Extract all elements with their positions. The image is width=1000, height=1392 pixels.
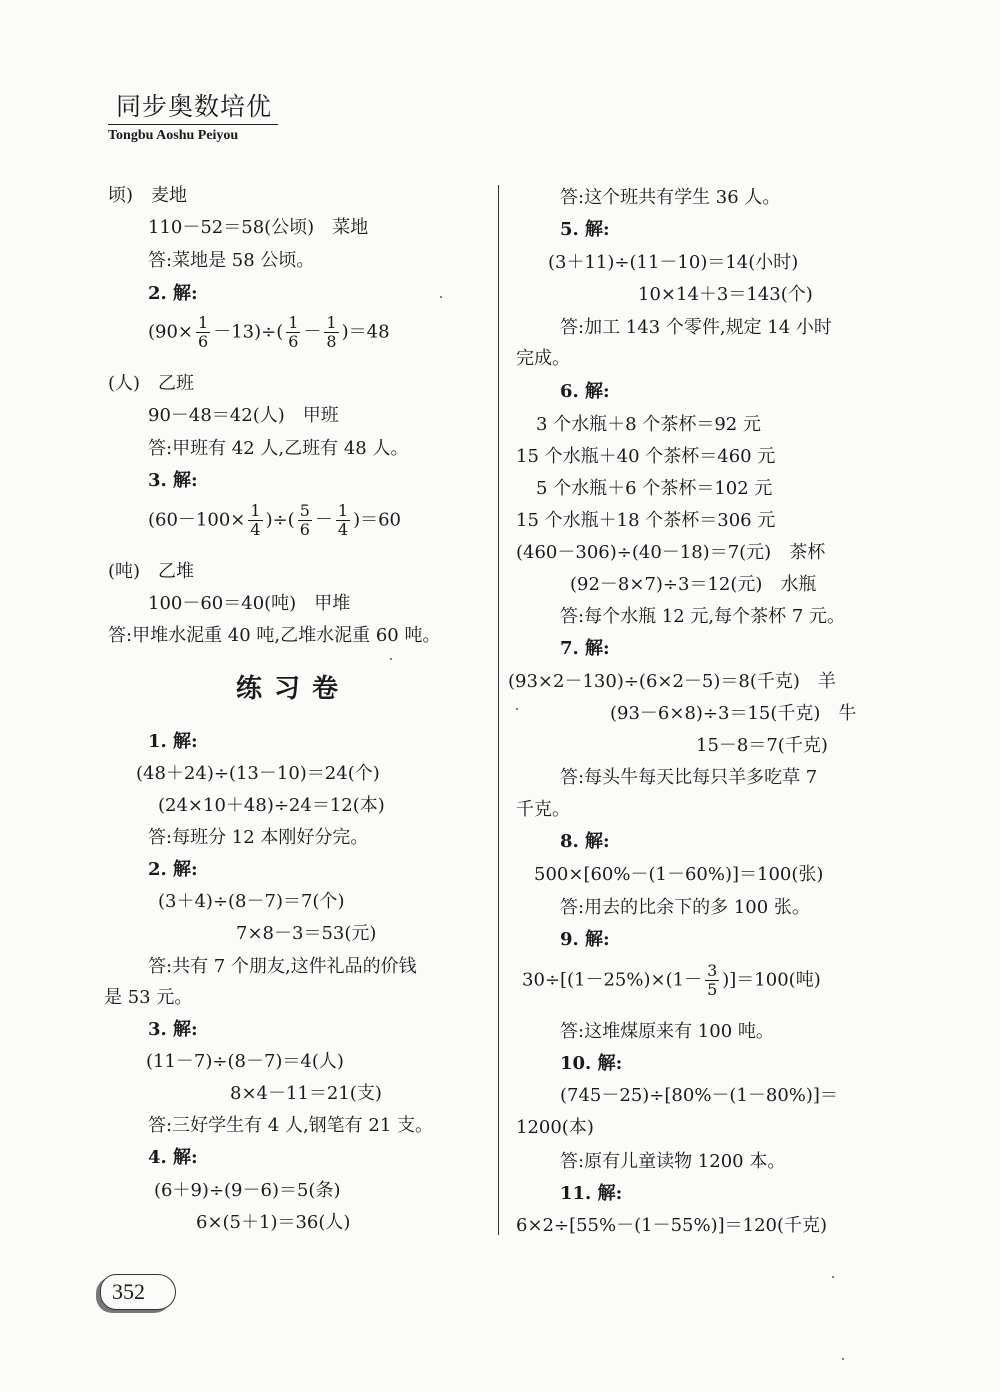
fraction-denominator: 5 (707, 980, 718, 999)
right-line-29: 1200(本) (516, 1117, 594, 1138)
scan-speck (832, 1276, 834, 1278)
practice-1-line-b: (24×10＋48)÷24＝12(本) (158, 795, 385, 816)
right-line-26: 答:这堆煤原来有 100 吨。 (560, 1021, 774, 1042)
practice-4-line-b: 6×(5＋1)＝36(人) (196, 1212, 351, 1233)
right-line-8: 3 个水瓶＋8 个茶杯＝92 元 (536, 414, 761, 435)
practice-1-label: 1. 解: (148, 731, 198, 752)
practice-2-line-a: (3＋4)÷(8－7)＝7(个) (158, 891, 345, 912)
column-divider (498, 185, 499, 1235)
eq-text: －13)÷( (213, 321, 284, 343)
fraction-numerator: 3 (707, 961, 718, 980)
fraction (196, 314, 210, 351)
left-line-1: 顷) 麦地 (108, 185, 188, 206)
fraction-numerator: 1 (326, 313, 337, 332)
fraction-denominator: 4 (250, 520, 261, 539)
right-line-19: 答:每头牛每天比每只羊多吃草 7 (560, 767, 818, 788)
right-line-6: 完成。 (516, 348, 570, 369)
right-line-4: 10×14＋3＝143(个) (638, 284, 813, 305)
fraction (705, 962, 719, 999)
right-line-12: (460－306)÷(40－18)＝7(元) 茶杯 (516, 542, 826, 563)
fraction-numerator: 5 (299, 501, 310, 520)
eq-text: 30÷[(1－25%)×(1－ (522, 969, 703, 991)
equation-fraction-1 (148, 314, 390, 351)
practice-2-line-b: 7×8－3＝53(元) (236, 923, 377, 944)
fraction-denominator: 8 (326, 332, 337, 351)
right-line-10: 5 个水瓶＋6 个茶杯＝102 元 (536, 478, 773, 499)
fraction-denominator: 6 (288, 332, 299, 351)
problem-2-label: 2. 解: (148, 283, 198, 304)
right-line-28: (745－25)÷[80%－(1－80%)]＝ (560, 1085, 838, 1106)
right-line-30: 答:原有儿童读物 1200 本。 (560, 1151, 786, 1172)
eq-text: )÷( (265, 509, 295, 531)
right-line-3: (3＋11)÷(11－10)＝14(小时) (548, 252, 799, 273)
fraction-denominator: 6 (299, 520, 310, 539)
right-line-1: 答:这个班共有学生 36 人。 (560, 187, 781, 208)
problem-7-label: 7. 解: (560, 638, 610, 659)
problem-6-label: 6. 解: (560, 381, 610, 402)
left-line-7: 90－48＝42(人) 甲班 (148, 405, 339, 426)
eq-text: (60－100× (148, 509, 246, 531)
right-line-5: 答:加工 143 个零件,规定 14 小时 (560, 317, 832, 338)
book-subtitle: Tongbu Aoshu Peiyou (108, 128, 239, 143)
left-line-3: 答:菜地是 58 公顷。 (148, 250, 315, 271)
right-line-14: 答:每个水瓶 12 元,每个茶杯 7 元。 (560, 606, 846, 627)
practice-4-line-a: (6＋9)÷(9－6)＝5(条) (154, 1180, 341, 1201)
fraction (324, 314, 338, 351)
problem-5-label: 5. 解: (560, 219, 610, 240)
practice-1-line-a: (48＋24)÷(13－10)＝24(个) (136, 763, 380, 784)
practice-2-answer: 答:共有 7 个朋友,这件礼品的价钱 (148, 956, 417, 977)
book-title: 同步奥数培优 (116, 92, 273, 121)
problem-11-label: 11. 解: (560, 1183, 623, 1204)
page-number: 352 (112, 1279, 145, 1304)
scan-speck (516, 708, 518, 710)
fraction (286, 314, 300, 351)
fraction-numerator: 1 (337, 501, 349, 520)
left-line-8: 答:甲班有 42 人,乙班有 48 人。 (148, 438, 409, 459)
fraction (298, 502, 312, 539)
fraction (248, 502, 262, 539)
equation-fraction-2 (148, 502, 401, 539)
fraction-numerator: 1 (250, 501, 261, 520)
problem-9-label: 9. 解: (560, 929, 610, 950)
practice-4-label: 4. 解: (148, 1147, 198, 1168)
problem-8-label: 8. 解: (560, 831, 610, 852)
fraction-denominator: 6 (198, 332, 209, 351)
right-line-20: 千克。 (516, 799, 570, 820)
eq-text: － (303, 321, 322, 343)
right-line-32: 6×2÷[55%－(1－55%)]＝120(千克) (516, 1215, 828, 1236)
eq-text: )]＝100(吨) (722, 969, 821, 991)
fraction (336, 502, 350, 539)
practice-3-line-b: 8×4－11＝21(支) (230, 1083, 382, 1104)
left-line-13: 答:甲堆水泥重 40 吨,乙堆水泥重 60 吨。 (108, 625, 441, 646)
right-line-11: 15 个水瓶＋18 个茶杯＝306 元 (516, 510, 776, 531)
header-rule (108, 124, 278, 125)
section-title: 练习卷 (236, 674, 351, 704)
fraction-numerator: 1 (288, 313, 299, 332)
problem-10-label: 10. 解: (560, 1053, 623, 1074)
right-line-9: 15 个水瓶＋40 个茶杯＝460 元 (516, 446, 776, 467)
problem-3-label: 3. 解: (148, 470, 198, 491)
right-line-22: 500×[60%－(1－60%)]＝100(张) (534, 864, 824, 885)
right-line-23: 答:用去的比余下的多 100 张。 (560, 897, 810, 918)
practice-3-answer: 答:三好学生有 4 人,钢笔有 21 支。 (148, 1115, 434, 1136)
fraction-numerator: 1 (198, 313, 209, 332)
practice-3-label: 3. 解: (148, 1019, 198, 1040)
left-line-6: (人) 乙班 (108, 373, 195, 394)
eq-text: )＝48 (341, 321, 390, 343)
practice-1-answer: 答:每班分 12 本刚好分完。 (148, 827, 369, 848)
practice-2-label: 2. 解: (148, 859, 198, 880)
right-line-17: (93－6×8)÷3＝15(千克) 牛 (610, 703, 857, 724)
scan-speck (390, 658, 392, 660)
eq-text: )＝60 (353, 509, 402, 531)
right-line-16: (93×2－130)÷(6×2－5)＝8(千克) 羊 (508, 671, 836, 692)
scan-speck (440, 296, 442, 298)
eq-text: － (314, 509, 333, 531)
fraction-denominator: 4 (337, 520, 349, 539)
equation-fraction-3 (522, 962, 821, 999)
right-line-18: 15－8＝7(千克) (696, 735, 828, 756)
eq-text: (90× (148, 321, 194, 343)
practice-2-answer-cont: 是 53 元。 (104, 987, 193, 1008)
right-line-13: (92－8×7)÷3＝12(元) 水瓶 (570, 574, 817, 595)
left-line-12: 100－60＝40(吨) 甲堆 (148, 593, 351, 614)
practice-3-line-a: (11－7)÷(8－7)＝4(人) (146, 1051, 344, 1072)
left-line-2: 110－52＝58(公顷) 菜地 (148, 217, 369, 238)
left-line-11: (吨) 乙堆 (108, 561, 195, 582)
scan-speck (842, 1358, 844, 1360)
